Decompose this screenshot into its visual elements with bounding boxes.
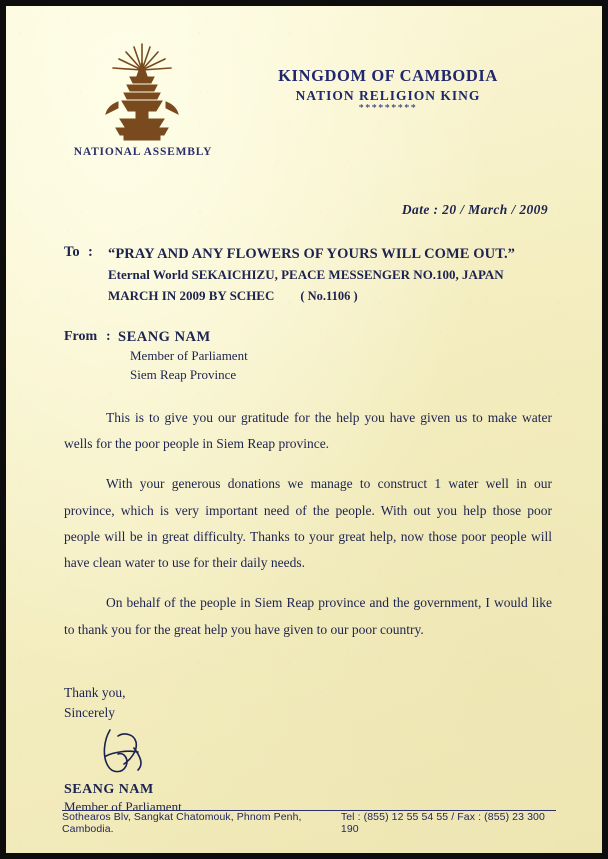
sender-name: SEANG NAM bbox=[118, 328, 211, 345]
body-paragraph-1: This is to give you our gratitude for the help you have given us to make water wells for the poor people in Siem Reap province. bbox=[64, 409, 552, 451]
recipient-reference: ( No.1106 ) bbox=[300, 288, 358, 303]
signer-name: SEANG NAM bbox=[64, 781, 154, 797]
national-assembly-label: NATIONAL ASSEMBLY bbox=[73, 146, 213, 158]
kingdom-subtitle: NATION RELIGION KING bbox=[295, 87, 481, 103]
signer-role: Member of Parliament bbox=[64, 798, 182, 814]
letter-sheet bbox=[6, 6, 602, 853]
closing-sincerely: Sincerely bbox=[64, 705, 115, 721]
cambodia-national-assembly-emblem-icon bbox=[94, 40, 190, 146]
footer bbox=[62, 811, 556, 835]
recipient-line-2: Eternal World SEKAICHIZU, PEACE MESSENGER NO.100, JAPAN bbox=[108, 267, 504, 283]
date-line: Date : 20 / March / 2009 bbox=[401, 202, 548, 217]
recipient-block bbox=[64, 244, 556, 307]
handwritten-signature-icon bbox=[94, 726, 556, 782]
footer-address: Sothearos Blv, Sangkat Chatomouk, Phnom Penh, Cambodia. bbox=[62, 811, 302, 835]
to-colon: : bbox=[88, 244, 93, 260]
star-divider: ********* bbox=[358, 102, 418, 114]
sender-block bbox=[64, 329, 556, 385]
kingdom-title: KINGDOM OF CAMBODIA bbox=[278, 66, 498, 85]
body-paragraph-3: On behalf of the people in Siem Reap province and the government, I would like to thank you for the great help you have given to our poor country. bbox=[64, 595, 552, 637]
from-colon: : bbox=[106, 328, 111, 344]
from-label: From bbox=[64, 328, 98, 344]
sender-province: Siem Reap Province bbox=[130, 367, 237, 383]
sender-role: Member of Parliament bbox=[130, 347, 248, 363]
closing-block bbox=[64, 683, 556, 724]
body-paragraph-2: With your generous donations we manage to construct 1 water well in our province, which is very important need of the people. With out you help those poor people will be in great difficulty. Thanks to your great help, now those poor people will have clean water to use for their daily needs. bbox=[64, 476, 552, 571]
footer-contact: Tel : (855) 12 55 54 55 / Fax : (855) 23 300 190 bbox=[340, 811, 545, 835]
recipient-line-3: MARCH IN 2009 BY SCHEC bbox=[108, 287, 275, 303]
letterhead bbox=[6, 6, 602, 166]
kingdom-heading bbox=[218, 66, 558, 114]
to-label: To bbox=[64, 244, 80, 260]
letter-body bbox=[64, 202, 556, 815]
closing-thanks: Thank you, bbox=[64, 685, 126, 701]
recipient-line-1: “PRAY AND ANY FLOWERS OF YOURS WILL COME OUT.” bbox=[108, 246, 516, 262]
